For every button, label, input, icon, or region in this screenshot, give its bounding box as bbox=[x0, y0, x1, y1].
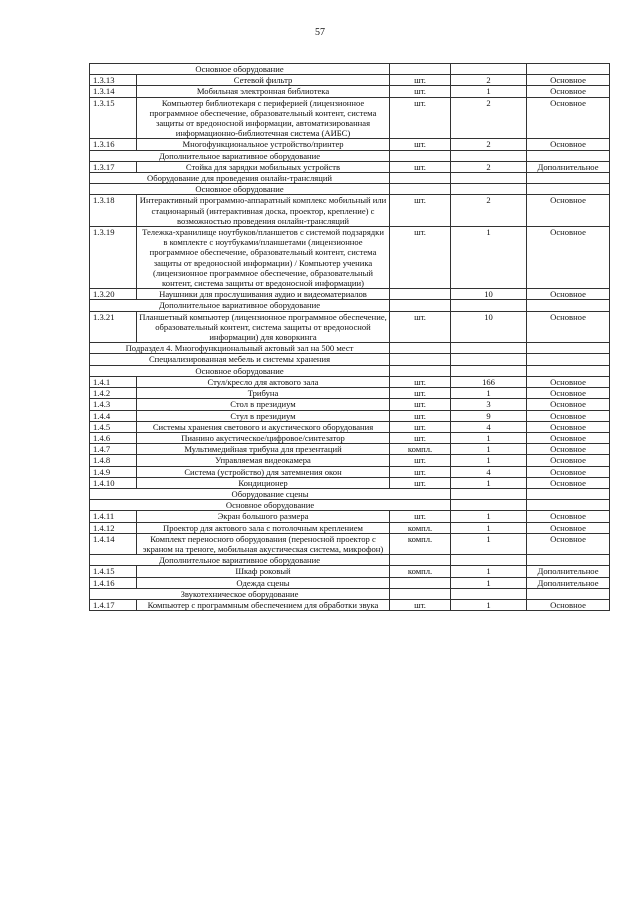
empty-cell bbox=[390, 150, 451, 161]
table-row bbox=[90, 311, 610, 343]
item-unit-cell: шт. bbox=[390, 399, 451, 410]
item-unit-cell: шт. bbox=[390, 97, 451, 139]
section-header-row bbox=[90, 365, 610, 376]
item-kind-cell: Основное bbox=[527, 97, 610, 139]
item-qty-cell: 1 bbox=[451, 511, 527, 522]
section-header-cell: Звукотехническое оборудование bbox=[90, 588, 390, 599]
item-name-cell: Система (устройство) для затемнения окон bbox=[137, 466, 390, 477]
table-row bbox=[90, 522, 610, 533]
item-kind-cell: Основное bbox=[527, 444, 610, 455]
item-kind-cell: Основное bbox=[527, 139, 610, 150]
empty-cell bbox=[527, 555, 610, 566]
empty-cell bbox=[527, 354, 610, 365]
empty-cell bbox=[527, 588, 610, 599]
item-code-cell: 1.4.16 bbox=[90, 577, 137, 588]
empty-cell bbox=[527, 184, 610, 195]
item-name-cell: Проектор для актового зала с потолочным креплением bbox=[137, 522, 390, 533]
item-name-cell: Сетевой фильтр bbox=[137, 75, 390, 86]
item-name-cell: Интерактивный программно-аппаратный комплекс мобильный или стационарный (интерактивная доска, проектор, крепление) с возможностью проведения онлайн-трансляций bbox=[137, 195, 390, 227]
item-code-cell: 1.3.17 bbox=[90, 161, 137, 172]
item-kind-cell: Основное bbox=[527, 599, 610, 610]
item-unit-cell: компл. bbox=[390, 566, 451, 577]
item-kind-cell: Основное bbox=[527, 195, 610, 227]
section-header-cell: Оборудование сцены bbox=[90, 488, 451, 499]
empty-cell bbox=[527, 300, 610, 311]
table-row bbox=[90, 533, 610, 554]
item-qty-cell: 1 bbox=[451, 227, 527, 289]
item-code-cell: 1.3.21 bbox=[90, 311, 137, 343]
table-row bbox=[90, 432, 610, 443]
item-name-cell: Тележка-хранилище ноутбуков/планшетов с системой подзарядки в комплекте с ноутбуками/планшетами (лицензионное программное обеспечение, образовательный контент, система защиты от вредоносной информации) / Компьютер ученика (лицензионное программное обеспечение, образовательный контент, система защиты от вредоносной информации) bbox=[137, 227, 390, 289]
item-name-cell: Стул/кресло для актового зала bbox=[137, 376, 390, 387]
item-qty-cell: 166 bbox=[451, 376, 527, 387]
table-row bbox=[90, 399, 610, 410]
empty-cell bbox=[451, 555, 527, 566]
equipment-table bbox=[89, 63, 610, 611]
item-name-cell: Пианино акустическое/цифровое/синтезатор bbox=[137, 432, 390, 443]
section-header-row bbox=[90, 184, 610, 195]
item-qty-cell: 1 bbox=[451, 599, 527, 610]
section-header-row bbox=[90, 354, 610, 365]
table-row bbox=[90, 566, 610, 577]
item-code-cell: 1.3.19 bbox=[90, 227, 137, 289]
item-kind-cell: Основное bbox=[527, 289, 610, 300]
item-name-cell: Кондиционер bbox=[137, 477, 390, 488]
section-header-cell: Подраздел 4. Многофункциональный актовый зал на 500 мест bbox=[90, 343, 390, 354]
empty-cell bbox=[527, 500, 610, 511]
table-row bbox=[90, 139, 610, 150]
item-qty-cell: 1 bbox=[451, 522, 527, 533]
section-header-row bbox=[90, 588, 610, 599]
item-kind-cell: Основное bbox=[527, 399, 610, 410]
item-name-cell: Стул в президиум bbox=[137, 410, 390, 421]
item-unit-cell: шт. bbox=[390, 161, 451, 172]
section-header-row bbox=[90, 300, 610, 311]
item-name-cell: Управляемая видеокамера bbox=[137, 455, 390, 466]
empty-cell bbox=[451, 343, 527, 354]
item-code-cell: 1.4.14 bbox=[90, 533, 137, 554]
item-qty-cell: 1 bbox=[451, 86, 527, 97]
item-name-cell: Трибуна bbox=[137, 388, 390, 399]
section-header-row bbox=[90, 488, 610, 499]
item-code-cell: 1.3.15 bbox=[90, 97, 137, 139]
table-row bbox=[90, 455, 610, 466]
empty-cell bbox=[451, 488, 527, 499]
item-code-cell: 1.4.12 bbox=[90, 522, 137, 533]
item-unit-cell: шт. bbox=[390, 421, 451, 432]
empty-cell bbox=[451, 365, 527, 376]
item-unit-cell: шт. bbox=[390, 376, 451, 387]
empty-cell bbox=[390, 354, 451, 365]
item-name-cell: Мобильная электронная библиотека bbox=[137, 86, 390, 97]
empty-cell bbox=[451, 500, 527, 511]
item-name-cell: Мультимедийная трибуна для презентаций bbox=[137, 444, 390, 455]
item-code-cell: 1.4.9 bbox=[90, 466, 137, 477]
item-code-cell: 1.4.3 bbox=[90, 399, 137, 410]
item-qty-cell: 1 bbox=[451, 388, 527, 399]
section-header-cell: Дополнительное вариативное оборудование bbox=[90, 150, 390, 161]
item-name-cell: Одежда сцены bbox=[137, 577, 390, 588]
section-header-cell: Основное оборудование bbox=[90, 365, 390, 376]
page-number: 57 bbox=[315, 27, 325, 38]
section-header-row bbox=[90, 150, 610, 161]
item-kind-cell: Основное bbox=[527, 522, 610, 533]
item-kind-cell: Дополнительное bbox=[527, 161, 610, 172]
item-kind-cell: Дополнительное bbox=[527, 566, 610, 577]
item-kind-cell: Основное bbox=[527, 376, 610, 387]
item-qty-cell: 1 bbox=[451, 577, 527, 588]
table-row bbox=[90, 599, 610, 610]
item-qty-cell: 1 bbox=[451, 566, 527, 577]
item-name-cell: Многофункциональное устройство/принтер bbox=[137, 139, 390, 150]
section-header-cell: Специализированная мебель и системы хранения bbox=[90, 354, 390, 365]
item-qty-cell: 9 bbox=[451, 410, 527, 421]
table-row bbox=[90, 195, 610, 227]
item-kind-cell: Основное bbox=[527, 533, 610, 554]
empty-cell bbox=[390, 300, 451, 311]
item-unit-cell: шт. bbox=[390, 195, 451, 227]
item-kind-cell: Основное bbox=[527, 311, 610, 343]
empty-cell bbox=[390, 184, 451, 195]
item-qty-cell: 1 bbox=[451, 477, 527, 488]
item-unit-cell: шт. bbox=[390, 432, 451, 443]
table-row bbox=[90, 477, 610, 488]
table-row bbox=[90, 289, 610, 300]
item-code-cell: 1.4.15 bbox=[90, 566, 137, 577]
table-row bbox=[90, 410, 610, 421]
empty-cell bbox=[451, 354, 527, 365]
item-kind-cell: Дополнительное bbox=[527, 577, 610, 588]
section-header-cell: Дополнительное вариативное оборудование bbox=[90, 555, 390, 566]
table-row bbox=[90, 75, 610, 86]
empty-cell bbox=[390, 555, 451, 566]
empty-cell bbox=[390, 64, 451, 75]
empty-cell bbox=[451, 184, 527, 195]
empty-cell bbox=[451, 300, 527, 311]
section-header-cell: Основное оборудование bbox=[90, 64, 390, 75]
item-name-cell: Стол в президиум bbox=[137, 399, 390, 410]
table-row bbox=[90, 227, 610, 289]
empty-cell bbox=[451, 64, 527, 75]
item-code-cell: 1.3.14 bbox=[90, 86, 137, 97]
section-header-row bbox=[90, 555, 610, 566]
section-header-cell: Основное оборудование bbox=[90, 184, 390, 195]
section-header-cell: Оборудование для проведения онлайн-трансляций bbox=[90, 173, 390, 184]
section-header-row bbox=[90, 173, 610, 184]
item-qty-cell: 10 bbox=[451, 311, 527, 343]
empty-cell bbox=[527, 365, 610, 376]
item-code-cell: 1.4.4 bbox=[90, 410, 137, 421]
item-kind-cell: Основное bbox=[527, 477, 610, 488]
item-kind-cell: Основное bbox=[527, 432, 610, 443]
item-unit-cell: шт. bbox=[390, 466, 451, 477]
item-name-cell: Системы хранения светового и акустического оборудования bbox=[137, 421, 390, 432]
empty-cell bbox=[451, 588, 527, 599]
item-name-cell: Компьютер с программным обеспечением для обработки звука bbox=[137, 599, 390, 610]
item-qty-cell: 2 bbox=[451, 139, 527, 150]
empty-cell bbox=[390, 343, 451, 354]
item-kind-cell: Основное bbox=[527, 227, 610, 289]
table-row bbox=[90, 376, 610, 387]
item-name-cell: Планшетный компьютер (лицензионное программное обеспечение, образовательный контент, система защиты от вредоносной информации) для коворкинга bbox=[137, 311, 390, 343]
item-qty-cell: 2 bbox=[451, 75, 527, 86]
empty-cell bbox=[527, 64, 610, 75]
empty-cell bbox=[527, 343, 610, 354]
item-qty-cell: 10 bbox=[451, 289, 527, 300]
section-header-row bbox=[90, 64, 610, 75]
empty-cell bbox=[390, 173, 451, 184]
item-unit-cell: шт. bbox=[390, 227, 451, 289]
item-name-cell: Экран большого размера bbox=[137, 511, 390, 522]
item-name-cell: Стойка для зарядки мобильных устройств bbox=[137, 161, 390, 172]
item-code-cell: 1.3.16 bbox=[90, 139, 137, 150]
item-unit-cell: шт. bbox=[390, 139, 451, 150]
item-unit-cell bbox=[390, 577, 451, 588]
item-code-cell: 1.4.11 bbox=[90, 511, 137, 522]
item-qty-cell: 1 bbox=[451, 455, 527, 466]
item-kind-cell: Основное bbox=[527, 86, 610, 97]
section-header-cell: Дополнительное вариативное оборудование bbox=[90, 300, 390, 311]
table-row bbox=[90, 161, 610, 172]
item-unit-cell: компл. bbox=[390, 533, 451, 554]
item-name-cell: Шкаф роковый bbox=[137, 566, 390, 577]
item-kind-cell: Основное bbox=[527, 466, 610, 477]
item-code-cell: 1.4.10 bbox=[90, 477, 137, 488]
item-unit-cell: компл. bbox=[390, 444, 451, 455]
item-code-cell: 1.4.7 bbox=[90, 444, 137, 455]
item-kind-cell: Основное bbox=[527, 388, 610, 399]
section-header-row bbox=[90, 500, 610, 511]
table-row bbox=[90, 577, 610, 588]
item-unit-cell: шт. bbox=[390, 599, 451, 610]
item-code-cell: 1.3.20 bbox=[90, 289, 137, 300]
empty-cell bbox=[390, 365, 451, 376]
item-code-cell: 1.3.18 bbox=[90, 195, 137, 227]
item-unit-cell: шт. bbox=[390, 477, 451, 488]
item-kind-cell: Основное bbox=[527, 455, 610, 466]
item-qty-cell: 1 bbox=[451, 432, 527, 443]
equipment-table-body bbox=[90, 64, 610, 611]
empty-cell bbox=[451, 150, 527, 161]
item-code-cell: 1.4.17 bbox=[90, 599, 137, 610]
item-kind-cell: Основное bbox=[527, 75, 610, 86]
section-header-cell: Основное оборудование bbox=[90, 500, 451, 511]
item-unit-cell: компл. bbox=[390, 522, 451, 533]
table-row bbox=[90, 388, 610, 399]
item-qty-cell: 2 bbox=[451, 161, 527, 172]
empty-cell bbox=[451, 173, 527, 184]
item-unit-cell: шт. bbox=[390, 311, 451, 343]
item-name-cell: Наушники для прослушивания аудио и видеоматериалов bbox=[137, 289, 390, 300]
item-unit-cell: шт. bbox=[390, 388, 451, 399]
item-unit-cell: шт. bbox=[390, 410, 451, 421]
item-qty-cell: 2 bbox=[451, 195, 527, 227]
item-code-cell: 1.4.1 bbox=[90, 376, 137, 387]
empty-cell bbox=[390, 588, 451, 599]
empty-cell bbox=[527, 173, 610, 184]
item-qty-cell: 2 bbox=[451, 97, 527, 139]
item-unit-cell: шт. bbox=[390, 511, 451, 522]
item-code-cell: 1.4.5 bbox=[90, 421, 137, 432]
table-row bbox=[90, 86, 610, 97]
item-qty-cell: 1 bbox=[451, 533, 527, 554]
table-row bbox=[90, 466, 610, 477]
item-code-cell: 1.3.13 bbox=[90, 75, 137, 86]
item-qty-cell: 4 bbox=[451, 421, 527, 432]
item-qty-cell: 4 bbox=[451, 466, 527, 477]
item-unit-cell bbox=[390, 289, 451, 300]
item-unit-cell: шт. bbox=[390, 455, 451, 466]
item-kind-cell: Основное bbox=[527, 421, 610, 432]
table-row bbox=[90, 444, 610, 455]
item-qty-cell: 1 bbox=[451, 444, 527, 455]
item-qty-cell: 3 bbox=[451, 399, 527, 410]
item-unit-cell: шт. bbox=[390, 86, 451, 97]
item-unit-cell: шт. bbox=[390, 75, 451, 86]
item-name-cell: Комплект переносного оборудования (переносной проектор с экраном на треноге, мобильная акустическая система, микрофон) bbox=[137, 533, 390, 554]
empty-cell bbox=[527, 150, 610, 161]
item-kind-cell: Основное bbox=[527, 511, 610, 522]
item-name-cell: Компьютер библиотекаря с периферией (лицензионное программное обеспечение, образовательный контент, система защиты от вредоносной информации, автоматизированная информационно-библиотечная система (АИБС) bbox=[137, 97, 390, 139]
item-code-cell: 1.4.6 bbox=[90, 432, 137, 443]
table-row bbox=[90, 97, 610, 139]
table-row bbox=[90, 421, 610, 432]
empty-cell bbox=[527, 488, 610, 499]
item-code-cell: 1.4.8 bbox=[90, 455, 137, 466]
item-kind-cell: Основное bbox=[527, 410, 610, 421]
table-row bbox=[90, 511, 610, 522]
section-header-row bbox=[90, 343, 610, 354]
item-code-cell: 1.4.2 bbox=[90, 388, 137, 399]
